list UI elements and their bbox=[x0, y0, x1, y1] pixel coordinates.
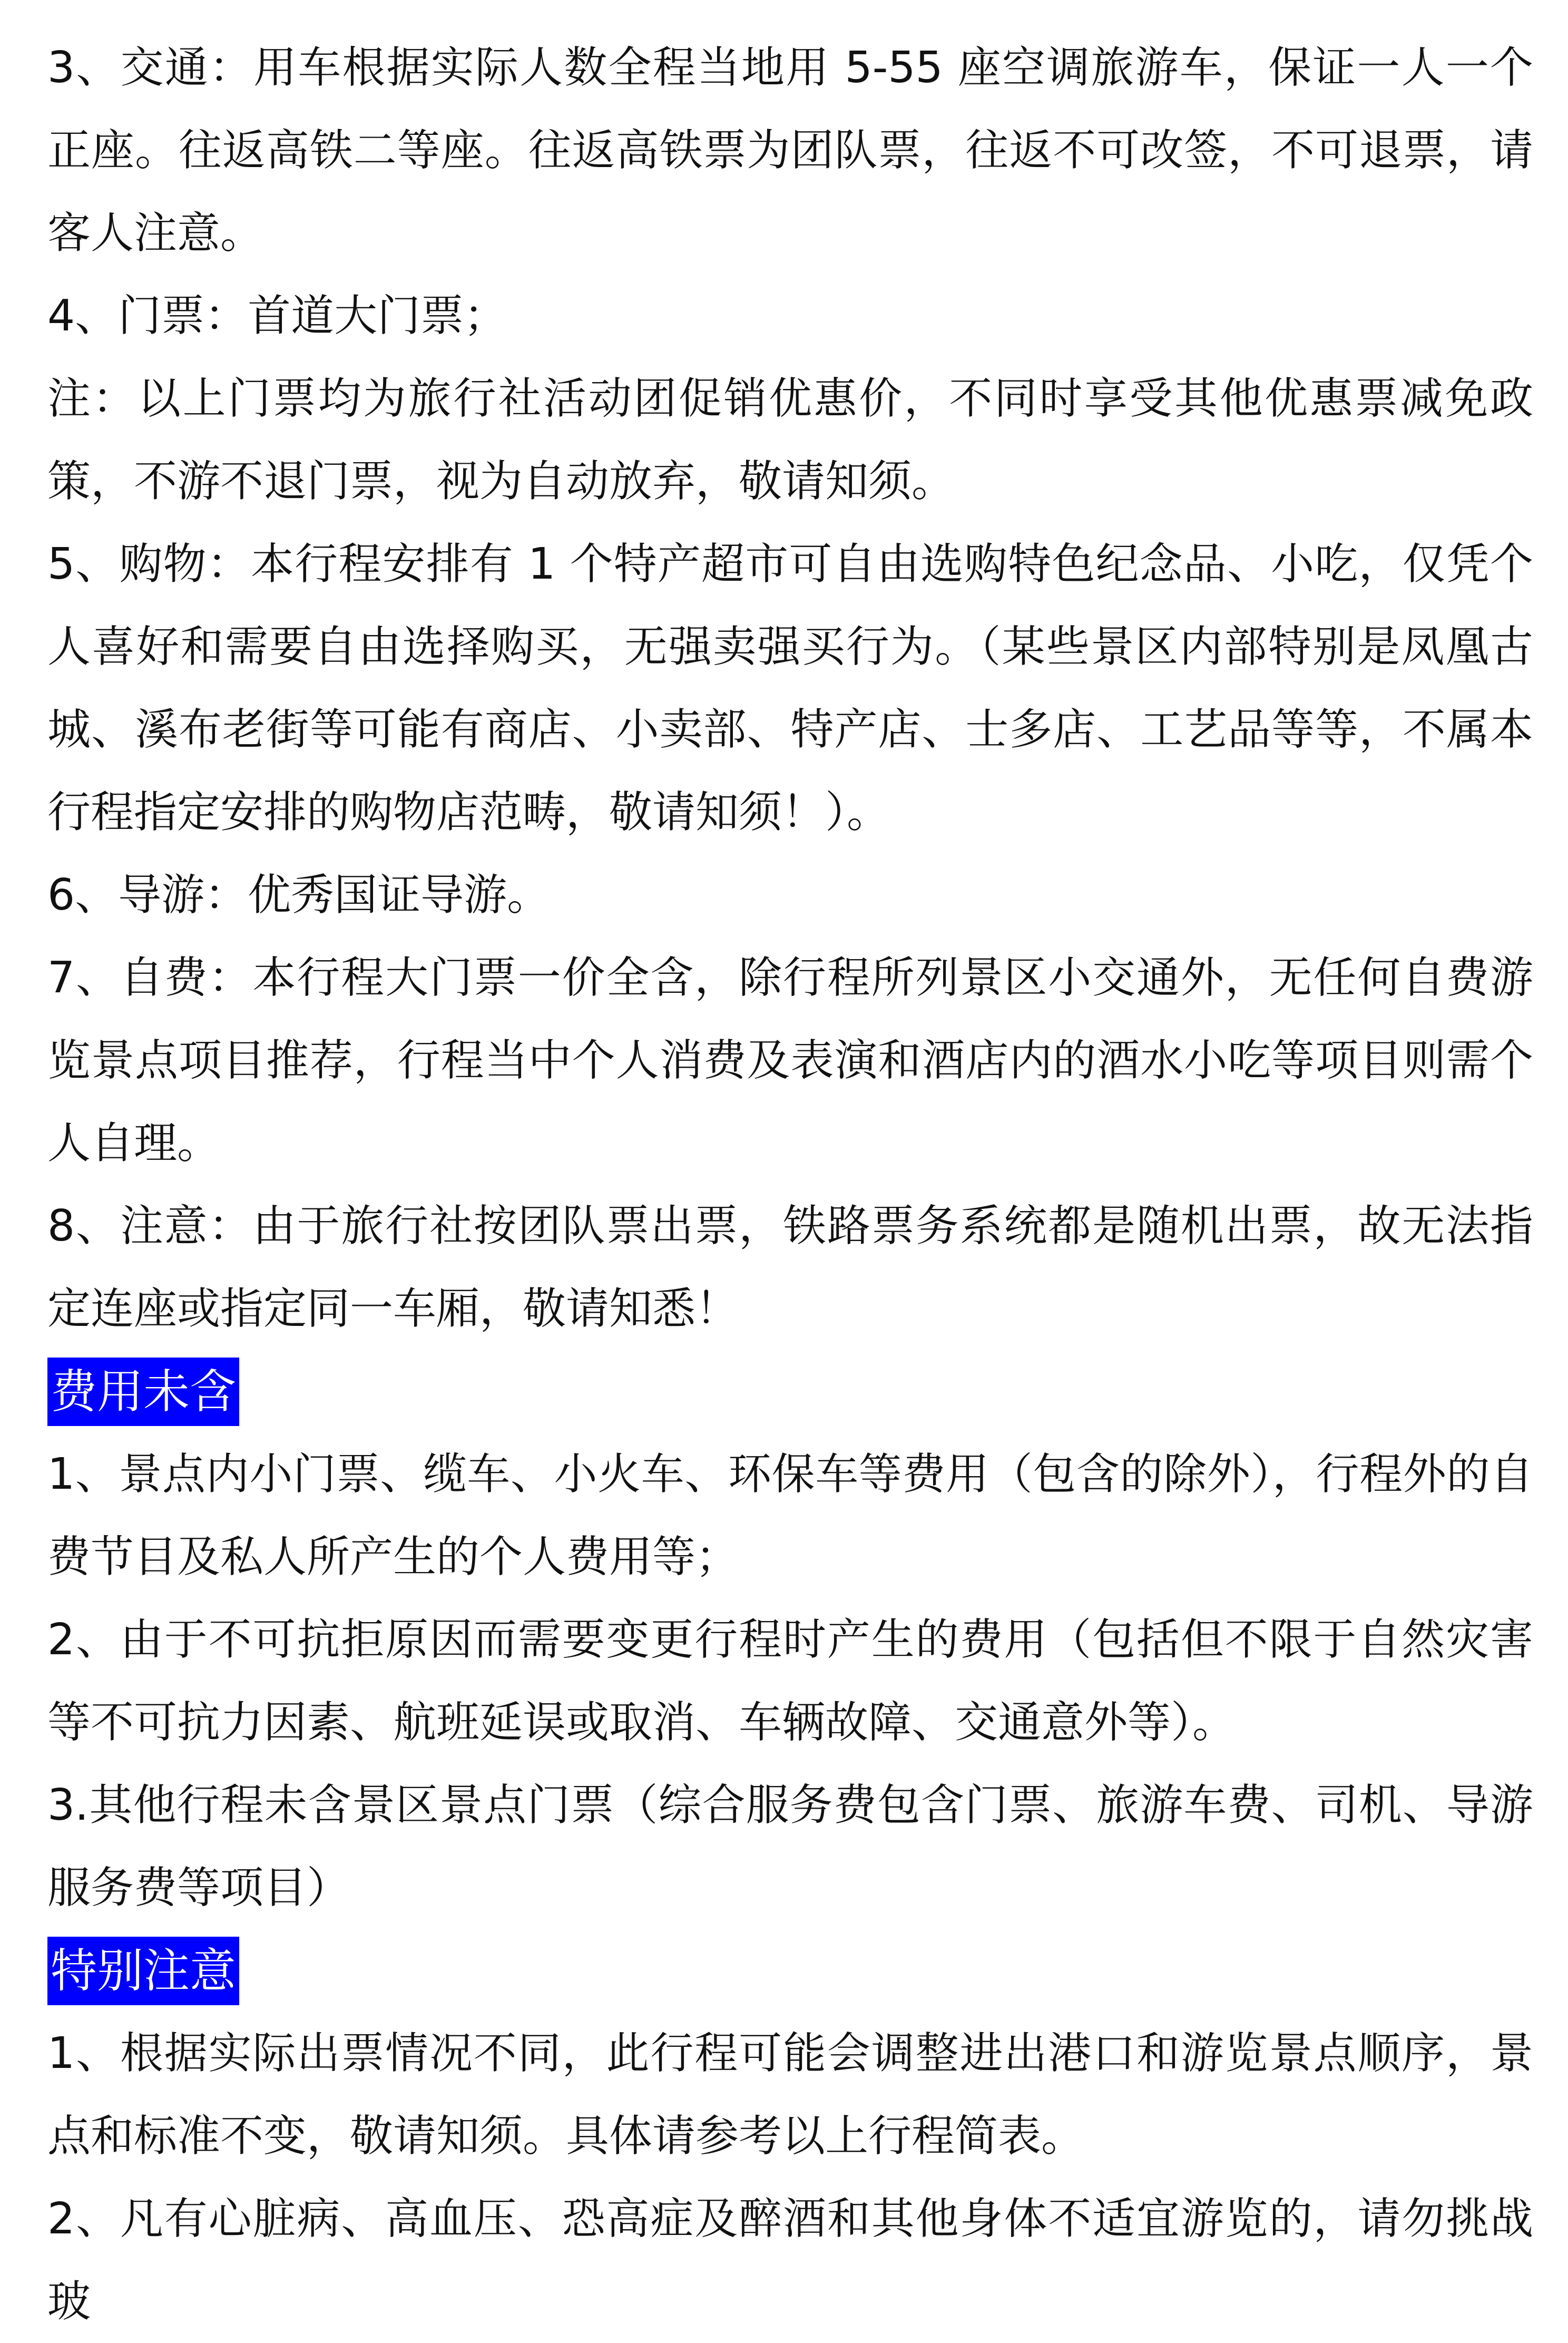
excluded-item: 1、景点内小门票、缆车、小火车、环保车等费用（包含的除外），行程外的自费节目及私人所产生的个人费用等； bbox=[47, 1449, 1533, 1582]
section-heading-excluded: 费用未含 bbox=[47, 1358, 239, 1426]
paragraph-shopping: 5、购物：本行程安排有 1 个特产超市可自由选购特色纪念品、小吃，仅凭个人喜好和需要自由选择购买，无强卖强买行为。（某些景区内部特别是凤凰古城、溪布老街等可能有商店、小卖部、特产店、士多店、工艺品等等，不属本行程指定安排的购物店范畴，敬请知须！）。 bbox=[47, 539, 1533, 837]
notice-item: 2、凡有心脏病、高血压、恐高症及醉酒和其他身体不适宜游览的，请勿挑战玻 bbox=[47, 2194, 1533, 2327]
notice-item: 1、根据实际出票情况不同，此行程可能会调整进出港口和游览景点顺序，景点和标准不变，敬请知须。具体请参考以上行程简表。 bbox=[47, 2028, 1533, 2161]
paragraph-attention: 8、注意：由于旅行社按团队票出票，铁路票务系统都是随机出票，故无法指定连座或指定同一车厢，敬请知悉！ bbox=[47, 1201, 1533, 1334]
paragraph-transport: 3、交通：用车根据实际人数全程当地用 5-55 座空调旅游车，保证一人一个正座。往返高铁二等座。往返高铁票为团队票，往返不可改签，不可退票，请客人注意。 bbox=[47, 43, 1533, 258]
section-heading-row bbox=[47, 1350, 1533, 1433]
paragraph-tickets: 4、门票：首道大门票； bbox=[47, 291, 507, 341]
section-heading-notice: 特别注意 bbox=[47, 1937, 239, 2005]
section-heading-row bbox=[47, 1929, 1533, 2012]
excluded-item: 3.其他行程未含景区景点门票（综合服务费包含门票、旅游车费、司机、导游服务费等项目） bbox=[47, 1780, 1533, 1913]
paragraph-self-pay: 7、自费：本行程大门票一价全含，除行程所列景区小交通外，无任何自费游览景点项目推荐，行程当中个人消费及表演和酒店内的酒水小吃等项目则需个人自理。 bbox=[47, 953, 1533, 1168]
paragraph-ticket-note: 注：以上门票均为旅行社活动团促销优惠价，不同时享受其他优惠票减免政策，不游不退门票，视为自动放弃，敬请知须。 bbox=[47, 374, 1533, 506]
excluded-item: 2、由于不可抗拒原因而需要变更行程时产生的费用（包括但不限于自然灾害等不可抗力因素、航班延误或取消、车辆故障、交通意外等）。 bbox=[47, 1615, 1533, 1748]
document-body bbox=[47, 26, 1533, 2343]
paragraph-guide: 6、导游：优秀国证导游。 bbox=[47, 870, 551, 920]
